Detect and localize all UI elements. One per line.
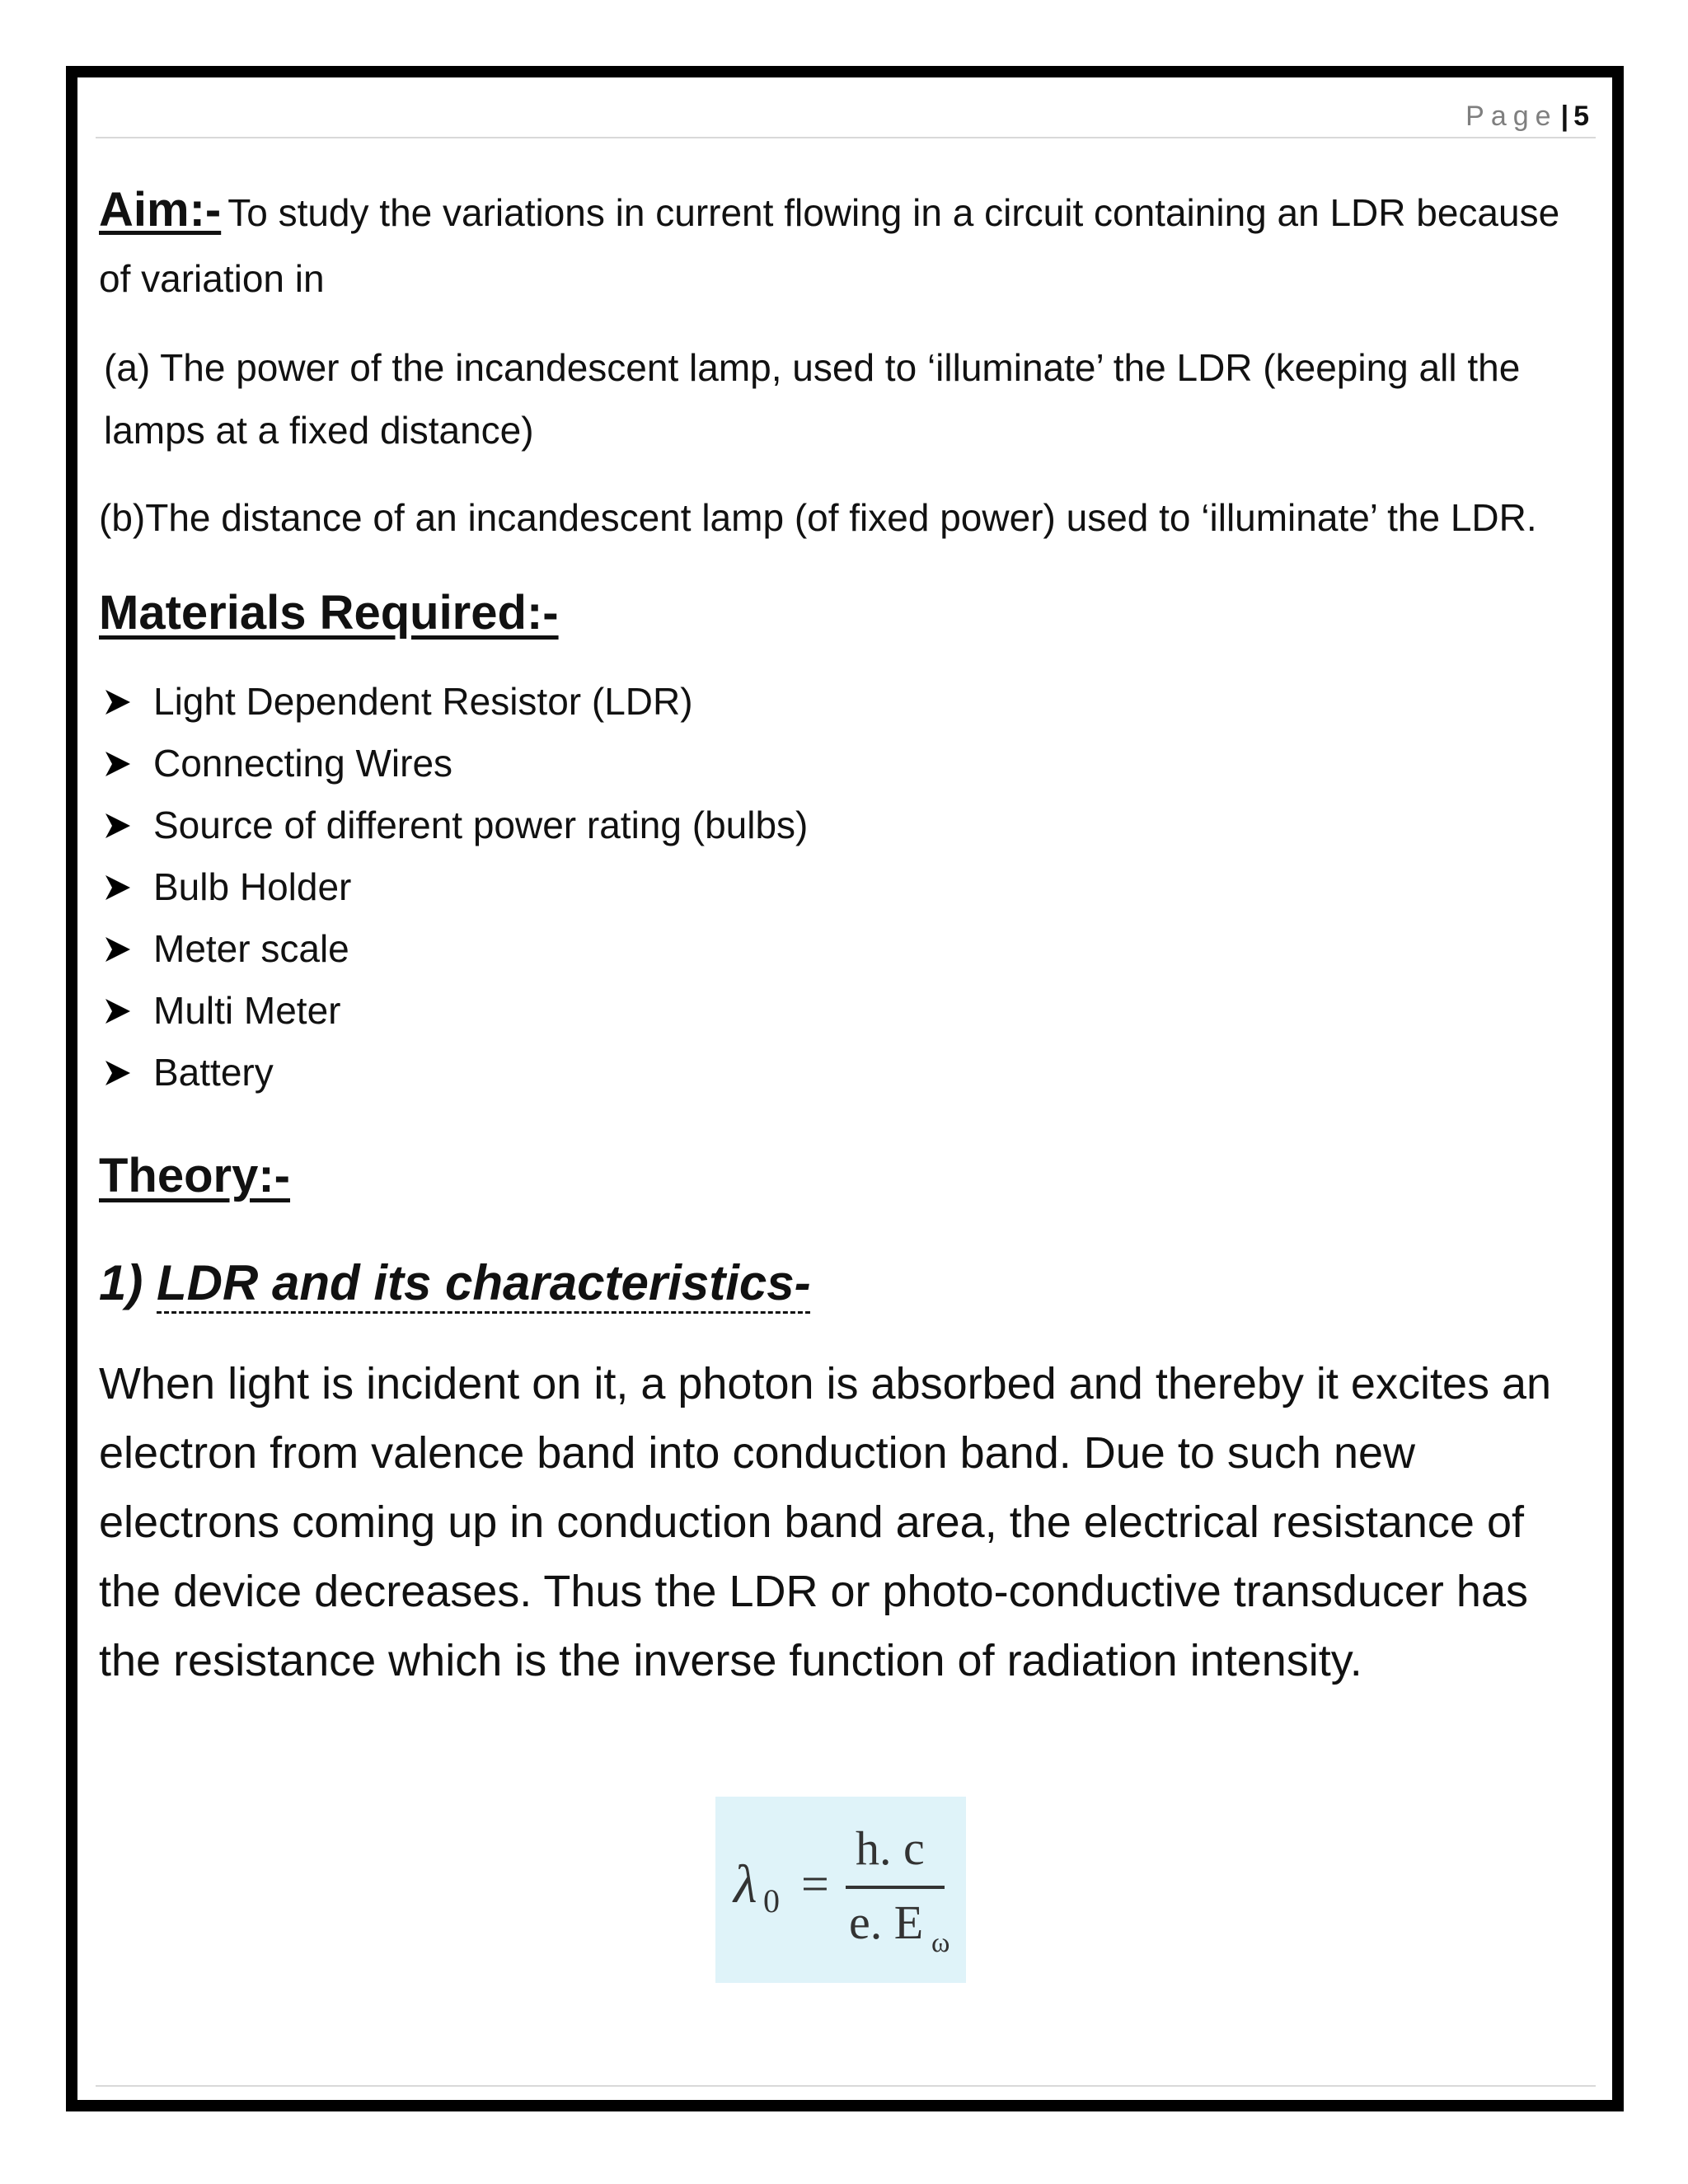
aim-item-b: (b)The distance of an incandescent lamp (of fixed power) used to ‘illuminate’ the LDR. bbox=[99, 496, 1537, 539]
list-item bbox=[99, 856, 1582, 918]
subheading-number: 1) bbox=[99, 1255, 143, 1310]
list-item bbox=[99, 918, 1582, 980]
formula-lambda: λ bbox=[734, 1854, 757, 1915]
list-item bbox=[99, 733, 1582, 794]
material-label: Meter scale bbox=[153, 927, 349, 970]
subheading-title: LDR and its characteristics- bbox=[157, 1255, 811, 1310]
arrowhead-bullet-icon bbox=[104, 688, 132, 716]
formula-fraction-bar bbox=[846, 1886, 945, 1889]
formula-lambda-subscript: 0 bbox=[763, 1882, 780, 1919]
arrowhead-bullet-icon bbox=[104, 935, 132, 963]
arrowhead-bullet-icon bbox=[104, 812, 132, 840]
list-item bbox=[99, 794, 1582, 856]
material-label: Battery bbox=[153, 1051, 274, 1094]
page-separator: | bbox=[1560, 101, 1569, 132]
material-label: Multi Meter bbox=[153, 989, 341, 1032]
aim-text: To study the variations in current flowing in a circuit containing an LDR because of variation in bbox=[99, 191, 1560, 300]
arrowhead-bullet-icon bbox=[104, 997, 132, 1025]
page-word: Page bbox=[1465, 101, 1558, 132]
materials-list bbox=[99, 671, 1582, 1104]
material-label: Connecting Wires bbox=[153, 742, 453, 785]
list-item bbox=[99, 671, 1582, 733]
formula-image bbox=[715, 1797, 966, 1983]
materials-heading: Materials Required:- bbox=[99, 586, 559, 640]
formula-denominator-subscript: ω bbox=[931, 1928, 950, 1958]
aim-item-a: (a) The power of the incandescent lamp, used to ‘illuminate’ the LDR (keeping all the lamps at a fixed distance) bbox=[104, 346, 1521, 452]
theory-paragraph: When light is incident on it, a photon is absorbed and thereby it excites an electron from valence band into conduction band. Due to such new electrons coming up in conduction band area, the electrical resistance of the device decreases. Thus the LDR or photo-conductive transducer has the resistance which is the inverse function of radiation intensity. bbox=[99, 1359, 1552, 1685]
aim-paragraph bbox=[99, 177, 1582, 312]
material-label: Bulb Holder bbox=[153, 865, 352, 908]
page-number-value: 5 bbox=[1573, 101, 1589, 132]
page-number bbox=[1465, 97, 1589, 135]
formula-numerator: h. c bbox=[856, 1821, 925, 1875]
document-body bbox=[99, 177, 1582, 1695]
arrowhead-bullet-icon bbox=[104, 874, 132, 902]
formula-svg bbox=[715, 1797, 966, 1983]
aim-label: Aim:- bbox=[99, 183, 222, 237]
theory-subheading bbox=[99, 1249, 1582, 1318]
formula-equals: = bbox=[801, 1857, 829, 1911]
list-item bbox=[99, 1042, 1582, 1104]
material-label: Source of different power rating (bulbs) bbox=[153, 804, 809, 846]
list-item bbox=[99, 980, 1582, 1042]
arrowhead-bullet-icon bbox=[104, 750, 132, 778]
footer-divider bbox=[96, 2085, 1596, 2087]
material-label: Light Dependent Resistor (LDR) bbox=[153, 680, 693, 723]
theory-heading: Theory:- bbox=[99, 1149, 290, 1202]
arrowhead-bullet-icon bbox=[104, 1059, 132, 1087]
formula-denominator: e. E bbox=[849, 1896, 924, 1949]
page-header bbox=[96, 97, 1596, 138]
